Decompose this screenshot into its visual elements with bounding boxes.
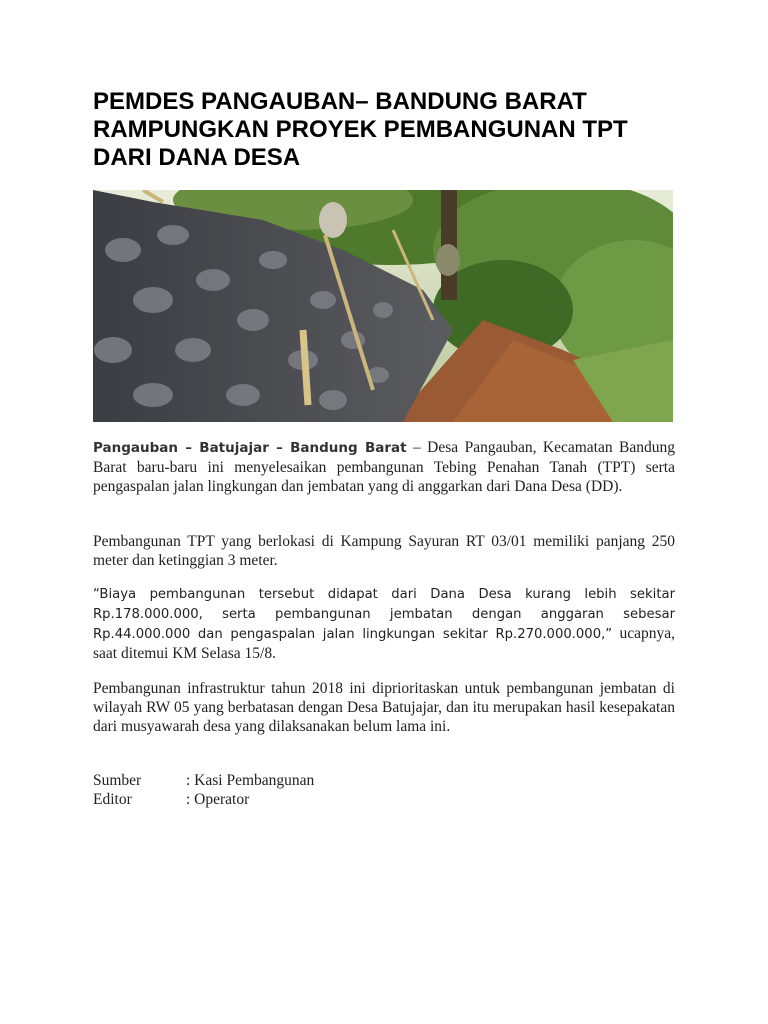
construction-photo	[93, 190, 673, 422]
paragraph-priority: Pembangunan infrastruktur tahun 2018 ini diprioritaskan untuk pembangunan jembatan di wilayah RW 05 yang berbatasan dengan Desa Batujajar, dan itu merupakan hasil kesepakatan dari musyawarah desa yang dilaksanakan belum lama ini.	[93, 680, 675, 735]
paragraph-quote	[93, 584, 675, 663]
title-line-2: RAMPUNGKAN PROYEK PEMBANGUNAN TPT	[93, 116, 628, 143]
paragraph-intro-text: – Desa Pangauban, Kecamatan Bandung Barat baru-baru ini menyelesaikan pembangunan Tebing Penahan Tanah (TPT) serta pengaspalan jalan lingkungan dan jembatan yang di anggarkan dari Dana Desa (DD).	[93, 439, 675, 495]
paragraph-intro	[93, 438, 675, 496]
editor-label: Editor	[93, 791, 132, 808]
editor-value: : Operator	[186, 791, 250, 808]
article-title	[93, 88, 693, 172]
article-meta	[93, 771, 314, 809]
paragraph-location: Pembangunan TPT yang berlokasi di Kampung Sayuran RT 03/01 memiliki panjang 250 meter dan ketinggian 3 meter.	[93, 533, 675, 569]
quote-text: “Biaya pembangunan tersebut didapat dari Dana Desa kurang lebih sekitar Rp.178.000.000, serta pembangunan jembatan dengan anggaran sebesar Rp.44.000.000 dan pengaspalan jalan lingkungan sekitar Rp.270.000.000,”	[93, 587, 675, 642]
source-value: : Kasi Pembangunan	[186, 772, 315, 789]
stone-retaining-wall-image	[93, 190, 673, 422]
source-row	[93, 771, 314, 790]
dateline: Pangauban – Batujajar – Bandung Barat	[93, 440, 407, 456]
title-line-1: PEMDES PANGAUBAN– BANDUNG BARAT	[93, 88, 587, 115]
quote-attribution: ucapnya, saat ditemui KM Selasa 15/8.	[93, 625, 676, 662]
editor-row	[93, 790, 314, 809]
title-line-3: DARI DANA DESA	[93, 144, 301, 171]
source-label: Sumber	[93, 772, 142, 789]
